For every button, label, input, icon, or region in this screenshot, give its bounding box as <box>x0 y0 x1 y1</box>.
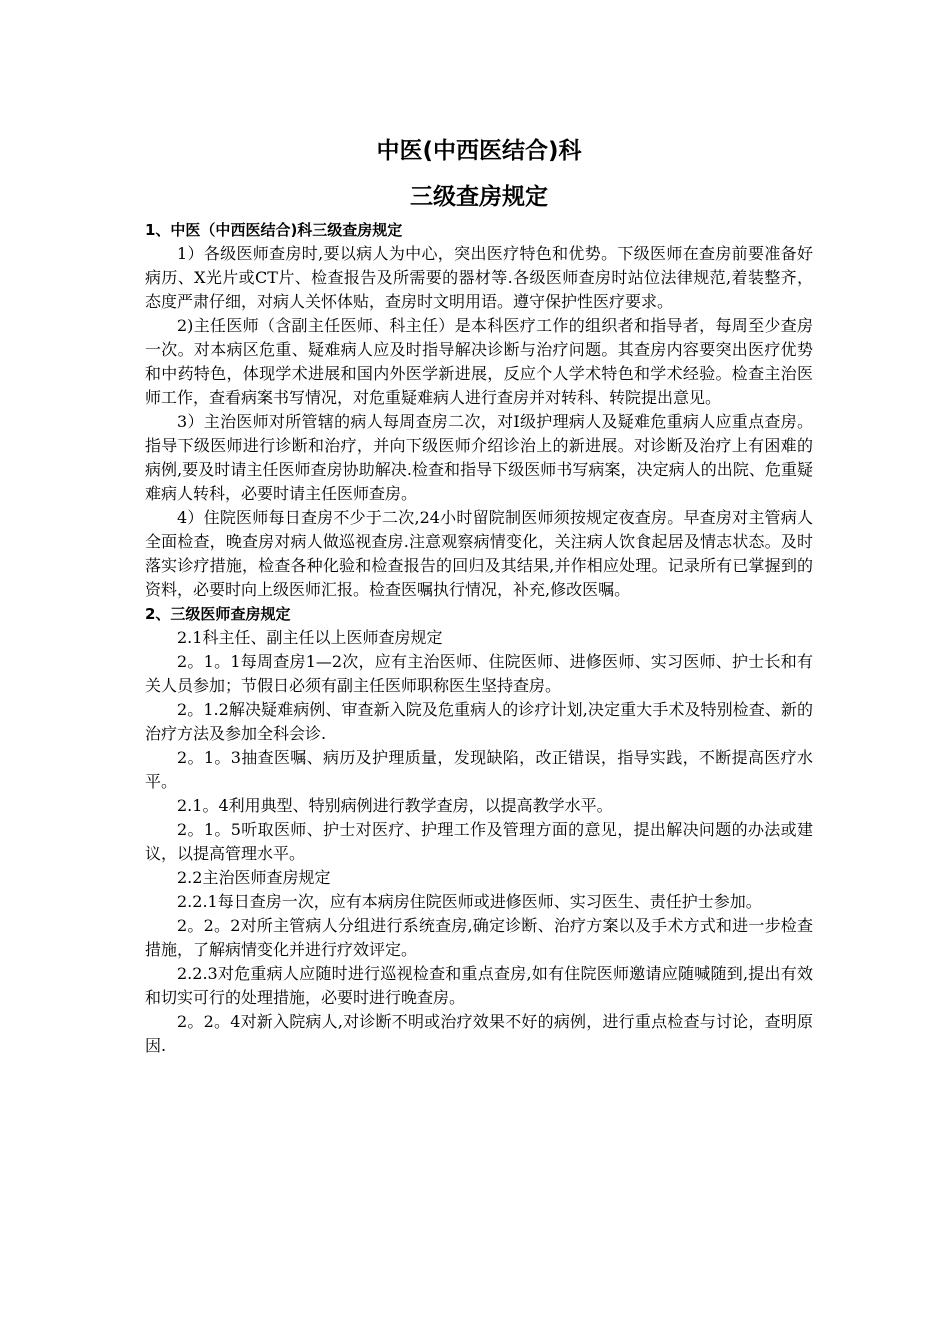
paragraph: 2。1。1每周查房1—2次，应有主治医师、住院医师、进修医师、实习医师、护士长和有关人员参加；节假日必须有副主任医师职称医生坚持查房。 <box>145 652 813 695</box>
section-2-heading: 2、三级医师查房规定 <box>145 605 291 623</box>
section-2 <box>145 602 813 1058</box>
section-1 <box>145 218 813 602</box>
document-page <box>145 130 813 1058</box>
subsection-title: 2.2主治医师查房规定 <box>177 868 331 887</box>
paragraph: 2。2。4对新入院病人,对诊断不明或治疗效果不好的病例，进行重点检查与讨论，查明原因. <box>145 1012 813 1055</box>
paragraph: 2。2。2对所主管病人分组进行系统查房,确定诊断、治疗方案以及手术方式和进一步检查措施，了解病情变化并进行疗效评定。 <box>145 916 813 959</box>
paragraph: 2.2.1每日查房一次，应有本病房住院医师或进修医师、实习医生、责任护士参加。 <box>177 892 762 911</box>
paragraph: 4）住院医师每日查房不少于二次,24小时留院制医师须按规定夜查房。早查房对主管病人全面检查，晚查房对病人做巡视查房.注意观察病情变化，关注病人饮食起居及情志状态。及时落实诊疗措施，检查各种化验和检查报告的回归及其结果,并作相应处理。记录所有已掌握到的资料，必要时向上级医师汇报。检查医嘱执行情况，补充,修改医嘱。 <box>145 508 813 599</box>
paragraph: 2)主任医师（含副主任医师、科主任）是本科医疗工作的组织者和指导者，每周至少查房一次。对本病区危重、疑难病人应及时指导解决诊断与治疗问题。其查房内容要突出医疗优势和中药特色，体现学术进展和国内外医学新进展，反应个人学术特色和学术经验。检查主治医师工作，查看病案书写情况，对危重疑难病人进行查房并对转科、转院提出意见。 <box>145 316 813 407</box>
paragraph: 2.2.3对危重病人应随时进行巡视检查和重点查房,如有住院医师邀请应随喊随到,提出有效和切实可行的处理措施，必要时进行晚查房。 <box>145 964 813 1007</box>
paragraph: 2。1.2解决疑难病例、审查新入院及危重病人的诊疗计划,决定重大手术及特别检查、新的治疗方法及参加全科会诊. <box>145 700 813 743</box>
document-subtitle: 三级查房规定 <box>410 184 548 210</box>
paragraph: 2.1。4利用典型、特别病例进行教学查房，以提高教学水平。 <box>177 796 613 815</box>
paragraph: 1）各级医师查房时,要以病人为中心，突出医疗特色和优势。下级医师在查房前要准备好病历、X光片或CT片、检查报告及所需要的器材等.各级医师查房时站位法律规范,着装整齐，态度严肃仔细，对病人关怀体贴，查房时文明用语。遵守保护性医疗要求。 <box>145 244 813 311</box>
paragraph: 2。1。5听取医师、护士对医疗、护理工作及管理方面的意见，提出解决问题的办法或建议，以提高管理水平。 <box>145 820 813 863</box>
paragraph: 3）主治医师对所管辖的病人每周查房二次，对Ⅰ级护理病人及疑难危重病人应重点查房。指导下级医师进行诊断和治疗，并向下级医师介绍诊治上的新进展。对诊断及治疗上有困难的病例,要及时请主任医师查房协助解决.检查和指导下级医师书写病案，决定病人的出院、危重疑难病人转科，必要时请主任医师查房。 <box>145 412 813 503</box>
paragraph: 2。1。3抽查医嘱、病历及护理质量，发现缺陷，改正错误，指导实践，不断提高医疗水平。 <box>145 748 813 791</box>
section-1-heading: 1、中医（中西医结合)科三级查房规定 <box>145 221 403 239</box>
document-title: 中医(中西医结合)科 <box>376 138 582 164</box>
subsection-title: 2.1科主任、副主任以上医师查房规定 <box>177 628 443 647</box>
